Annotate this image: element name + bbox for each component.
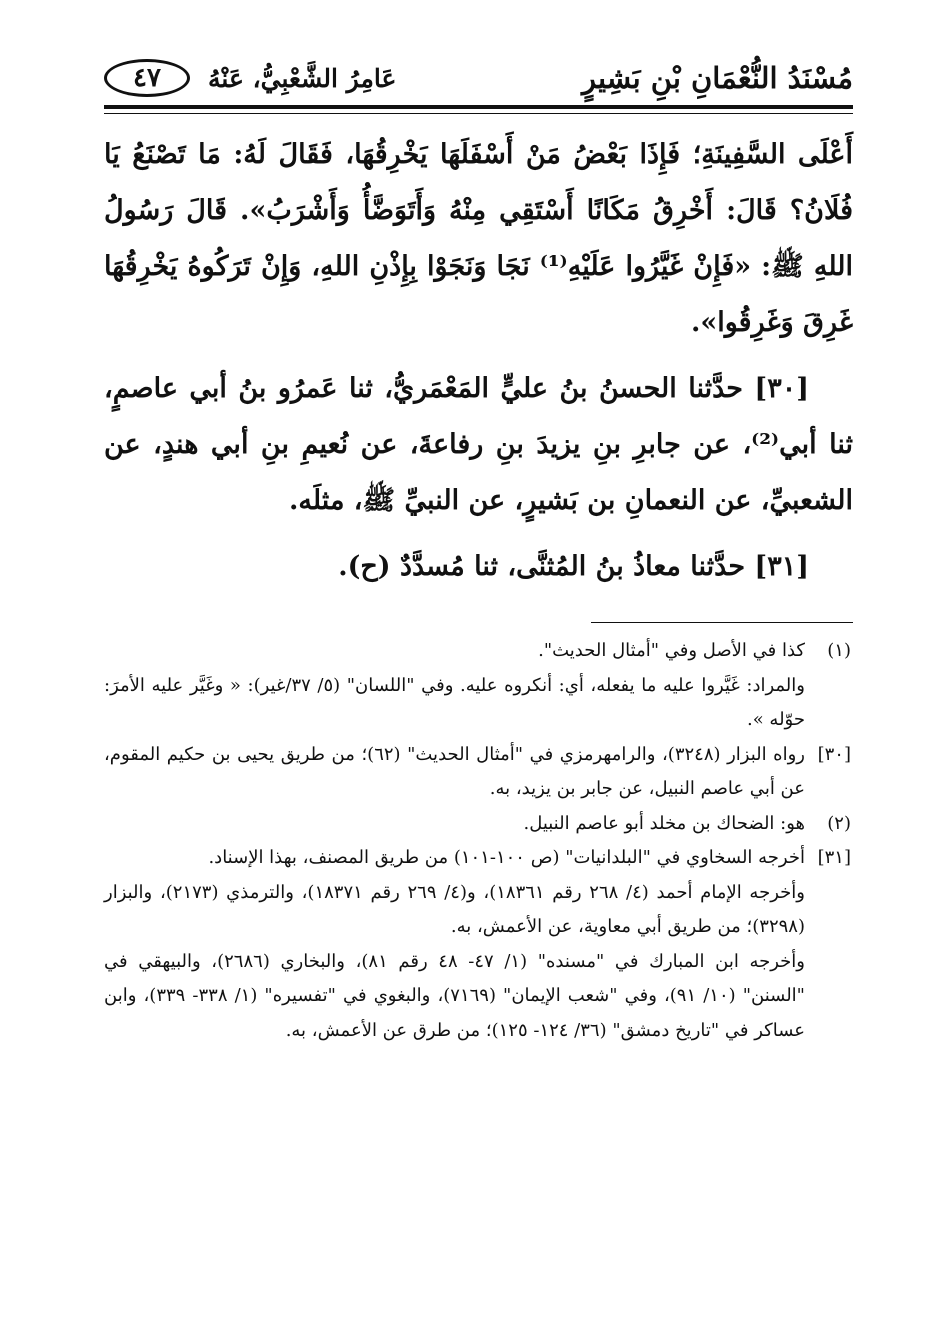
footnote-text: أخرجه السخاوي في "البلدانيات" (ص ١٠٠-١٠١) من طريق المصنف، بهذا الإسناد. [208, 847, 805, 868]
footnote-text: كذا في الأصل وفي "أمثال الحديث". [538, 640, 805, 661]
header-rule-thin [104, 113, 853, 114]
footnote [104, 841, 851, 876]
running-title: مُسْنَدُ النُّعْمَانِ بْنِ بَشِيرٍ [581, 61, 853, 95]
footnote-marker: (٢) [827, 812, 851, 834]
footnote [104, 738, 851, 807]
footnote-text: رواه البزار (٣٢٤٨)، والرامهرمزي في "أمثال الحديث" (٦٢)؛ من طريق يحيى بن حكيم المقوم، عن أبي عاصم النبيل، عن جابر بن يزيد، به. [104, 743, 806, 799]
body-paragraph: [٣٠] حدَّثنا الحسنُ بنُ عليٍّ المَعْمَريُّ، ثنا عَمرُو بنُ أبي عاصمٍ، ثنا أبي⁽²⁾، عن جابرِ بنِ يزيدَ بنِ رفاعةَ، عن نُعيمِ بنِ أبي هندٍ، عن الشعبيِّ، عن النعمانِ بن بَشيرٍ، عن النبيِّ ﷺ، مثلَه. [104, 373, 853, 516]
body-paragraph: أَعْلَى السَّفِينَةِ؛ فَإِذَا بَعْضُ مَنْ أَسْفَلَهَا يَخْرِقُهَا، فَقَالَ لَهُ: مَا تَصْنَعُ يَا فُلَانُ؟ قَالَ: أَخْرِقُ مَكَانًا أَسْتَقِي مِنْهُ وَأَتَوَضَّأُ وَأَشْرَبُ». قَالَ رَسُولُ اللهِ ﷺ: «فَإِنْ غَيَّرُوا عَلَيْهِ⁽¹⁾ نَجَا وَنَجَوْا بِإِذْنِ اللهِ، وَإِنْ تَرَكُوهُ يَخْرِقُهَا غَرِقَ وَغَرِقُوا». [104, 139, 853, 338]
footnote-marker: [٣٠] [817, 743, 852, 765]
footnote [104, 807, 851, 842]
main-text [104, 127, 853, 595]
footnote-marker: [٣١] [817, 847, 851, 868]
body-paragraph: [٣١] حدَّثنا معاذُ بنُ المُثنَّى، ثنا مُسدَّدٌ (ح). [338, 551, 809, 582]
header-rule-thick [104, 105, 853, 109]
footnote-text: وأخرجه ابن المبارك في "مسنده" (١/ ٤٧- ٤٨ رقم ٨١)، والبخاري (٢٦٨٦)، والبيهقي في "السنن" (١٠/ ٩١)، وفي "شعب الإيمان" (٧١٦٩)، والبغوي في "تفسيره" (١/ ٣٣٨- ٣٣٩)، وابن عساكر في "تاريخ دمشق" (٣٦/ ١٢٤- ١٢٥)؛ من طرق عن الأعمش، به. [104, 950, 805, 1041]
footnote-text: والمراد: غَيَّروا عليه ما يفعله، أي: أنكروه عليه. وفي "اللسان" (٥/ ٣٧/غير): « وغَيَّر عليه الأمرَ: حوّله ». [104, 674, 805, 730]
footnote-separator [591, 622, 853, 623]
page-number-badge: ٤٧ [104, 59, 190, 97]
footnote-marker: (١) [827, 640, 851, 661]
footnote [104, 669, 851, 738]
running-subtitle: عَامِرُ الشَّعْبِيُّ، عَنْهُ [208, 63, 397, 93]
footnotes [104, 634, 851, 1048]
footnote-text: وأخرجه الإمام أحمد (٤/ ٢٦٨ رقم ١٨٣٦١)، و(٤/ ٢٦٩ رقم ١٨٣٧١)، والترمذي (٢١٧٣)، والبزار (٣٢٩٨)؛ من طريق أبي معاوية، عن الأعمش، به. [104, 881, 805, 937]
footnote [104, 876, 851, 945]
footnote [104, 634, 851, 669]
header-left-group [104, 59, 396, 97]
footnote-text: هو: الضحاك بن مخلد أبو عاصم النبيل. [523, 812, 805, 834]
running-header [104, 52, 853, 104]
footnote [104, 945, 851, 1049]
